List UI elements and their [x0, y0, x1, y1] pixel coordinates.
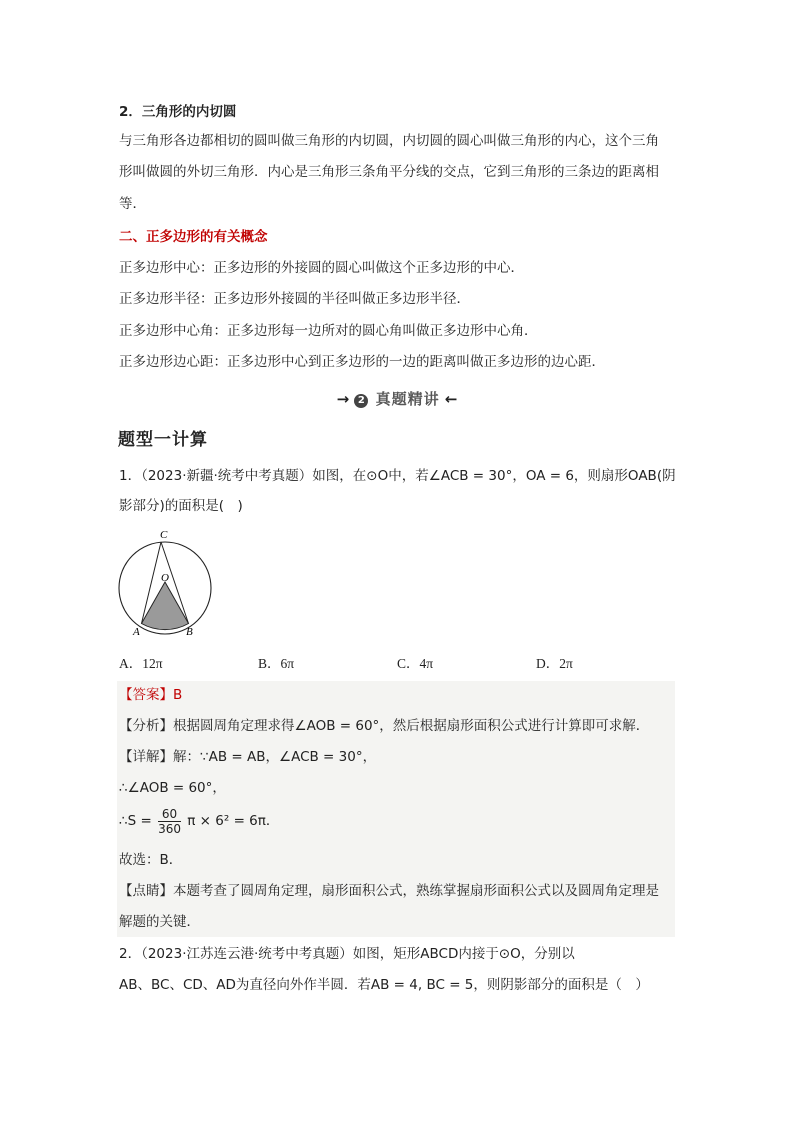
section2-line-3: 等．: [119, 196, 146, 212]
q1-step-2: [119, 806, 279, 836]
mid-banner: [0, 388, 794, 409]
section2-line-2: 形叫做圆的外切三角形．内心是三角形三条角平分线的交点，它到三角形的三条边的距离相: [119, 164, 659, 180]
label-o: O: [161, 572, 169, 584]
banner-right-arrow: ←: [444, 390, 458, 408]
q1-option-d: D．2π: [536, 656, 573, 671]
banner-left-arrow: →: [336, 390, 350, 408]
step2-fraction: [158, 807, 181, 836]
q1-answer: 【答案】B: [119, 687, 183, 703]
polygon-def-central-angle: 正多边形中心角：正多边形每一边所对的圆心角叫做正多边形中心角．: [119, 323, 538, 339]
step2-prefix: ∴S =: [119, 813, 152, 829]
polygon-def-radius: 正多边形半径：正多边形外接圆的半径叫做正多边形半径．: [119, 291, 470, 307]
q1-analysis: 【分析】根据圆周角定理求得∠AOB = 60°，然后根据扇形面积公式进行计算即可求解．: [119, 718, 650, 734]
q1-comment-2: 解题的关键．: [119, 914, 200, 930]
q2-line-2: AB、BC、CD、AD为直径向外作半圆．若AB = 4, BC = 5，则阴影部分的面积是（ ）: [119, 977, 649, 993]
q1-detail: 【详解】解：∵AB = AB，∠ACB = 30°，: [119, 749, 377, 765]
step2-suffix: π × 6² = 6π．: [187, 813, 280, 829]
label-a: A: [133, 626, 140, 638]
banner-number-badge: 2: [354, 394, 368, 408]
q1-option-c: C．4π: [397, 656, 434, 671]
polygon-def-center: 正多边形中心：正多边形的外接圆的圆心叫做这个正多边形的中心．: [119, 260, 524, 276]
q1-line-1: 1．（2023·新疆·统考中考真题）如图，在⊙O中，若∠ACB = 30°，OA = 6，则扇形OAB(阴: [119, 468, 676, 484]
type-heading: 题型一计算: [118, 430, 208, 450]
shaded-sector: [142, 582, 189, 630]
section2-line-1: 与三角形各边都相切的圆叫做三角形的内切圆，内切圆的圆心叫做三角形的内心，这个三角: [119, 133, 659, 149]
q1-comment-1: 【点睛】本题考查了圆周角定理，扇形面积公式，熟练掌握扇形面积公式以及圆周角定理是: [119, 883, 659, 899]
label-b: B: [186, 626, 193, 638]
q1-option-b: B．6π: [258, 656, 295, 671]
banner-text: 真题精讲: [375, 390, 440, 408]
label-c: C: [160, 529, 168, 541]
fraction-denominator: 360: [158, 821, 181, 836]
q1-figure: [112, 526, 222, 641]
polygon-def-apothem: 正多边形边心距：正多边形中心到正多边形的一边的距离叫做正多边形的边心距．: [119, 354, 605, 370]
fraction-numerator: 60: [158, 807, 181, 822]
q1-step-1: ∴∠AOB = 60°，: [119, 780, 226, 796]
section2-title: 2．三角形的内切圆: [119, 104, 237, 120]
q1-choose: 故选：B．: [119, 852, 183, 868]
q1-line-2: 影部分)的面积是( ): [119, 498, 243, 514]
q2-line-1: 2．（2023·江苏连云港·统考中考真题）如图，矩形ABCD内接于⊙O，分别以: [119, 946, 575, 962]
section-two-heading: 二、正多边形的有关概念: [119, 229, 268, 245]
q1-option-a: A．12π: [119, 656, 163, 671]
